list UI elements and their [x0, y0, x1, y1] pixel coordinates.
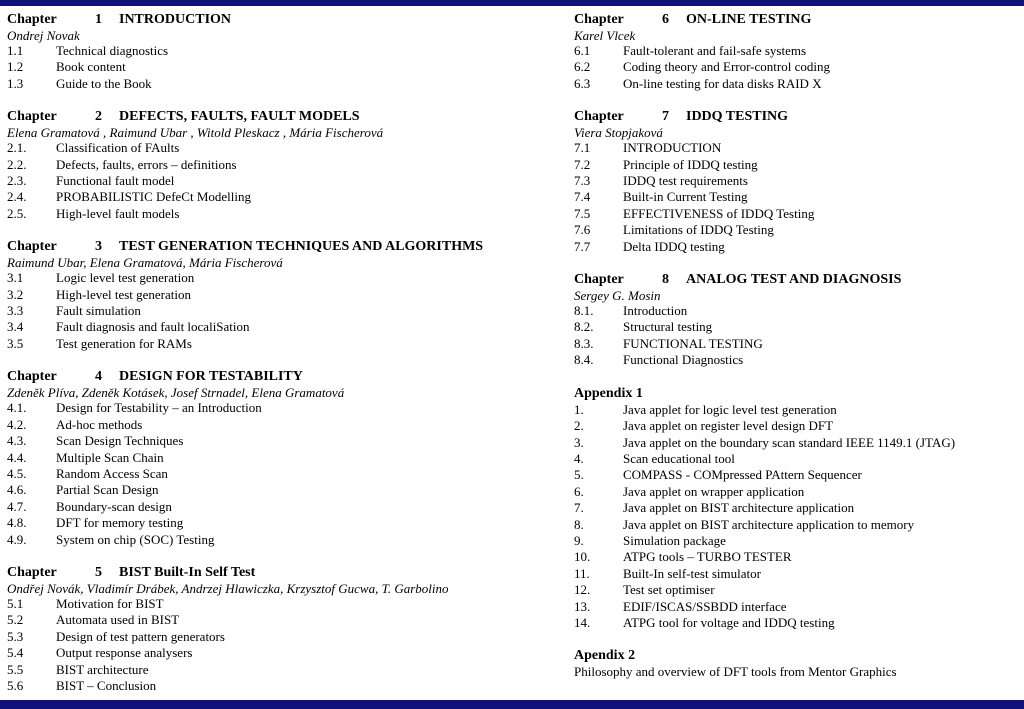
appendix-entry: [574, 467, 1019, 483]
section-number: 6.1: [574, 43, 591, 58]
chapter-title: DESIGN FOR TESTABILITY: [119, 369, 303, 385]
section-title: Classification of FAults: [56, 140, 180, 156]
section-title: On-line testing for data disks RAID X: [623, 75, 822, 91]
section-title: FUNCTIONAL TESTING: [623, 335, 763, 351]
chapter-block: [7, 109, 567, 222]
chapter-title: DEFECTS, FAULTS, FAULT MODELS: [119, 109, 360, 125]
chapter-authors: Ondřej Novák, Vladimír Drábek, Andrzej Hlawiczka, Krzysztof Gucwa, T. Garbolino: [7, 580, 449, 596]
section-title: Design for Testability – an Introduction: [56, 400, 262, 416]
chapter-authors: Viera Stopjaková: [574, 125, 663, 141]
chapter-heading: [7, 239, 567, 255]
chapter-keyword: Chapter: [7, 239, 57, 255]
section-entry: [7, 678, 567, 694]
contents-page: [0, 6, 1024, 700]
section-title: Built-in Current Testing: [623, 189, 748, 205]
section-entry: [7, 515, 567, 531]
section-title: Boundary-scan design: [56, 498, 172, 514]
section-entry: [7, 270, 567, 286]
section-number: 1.2: [7, 59, 24, 75]
appendix-title: COMPASS - COMpressed PAttern Sequencer: [623, 467, 862, 483]
appendix-title: Java applet on wrapper application: [623, 483, 805, 499]
appendix-title: Scan educational tool: [623, 450, 735, 466]
chapter-number: 4: [95, 369, 102, 385]
appendix-title: Test set optimiser: [623, 582, 715, 598]
section-number: 5.6: [7, 677, 24, 693]
section-number: 4.9.: [7, 531, 27, 547]
chapter-authors: Raimund Ubar, Elena Gramatová, Mária Fischerová: [7, 255, 283, 271]
chapter-number: 3: [95, 239, 102, 255]
section-number: 7.5: [574, 205, 591, 221]
section-entry: [7, 287, 567, 303]
section-number: 2.3.: [7, 173, 27, 189]
section-title: Guide to the Book: [56, 75, 152, 91]
section-number: 2.5.: [7, 205, 27, 221]
section-number: 6.3: [574, 75, 591, 91]
section-number: 6.2: [574, 59, 591, 75]
section-entry: [574, 239, 1019, 255]
section-title: Motivation for BIST: [56, 595, 164, 611]
chapter-keyword: Chapter: [7, 109, 57, 125]
appendix-title: Java applet on BIST architecture application: [623, 500, 855, 516]
section-number: 4.6.: [7, 482, 27, 498]
section-entry: [7, 645, 567, 661]
section-number: 4.8.: [7, 515, 27, 531]
section-entry: [574, 76, 1019, 92]
section-entry: [7, 173, 567, 189]
section-entry: [7, 59, 567, 75]
section-number: 3.4: [7, 319, 24, 335]
section-title: Structural testing: [623, 319, 713, 335]
section-title: Book content: [56, 59, 126, 75]
appendix-2-title: Apendix 2: [574, 648, 636, 664]
chapter-number: 7: [662, 109, 669, 125]
section-number: 2.4.: [7, 189, 27, 205]
chapter-heading: [574, 272, 1019, 288]
section-title: Random Access Scan: [56, 465, 168, 481]
section-title: PROBABILISTIC DefeCt Modelling: [56, 189, 251, 205]
chapter-block: [7, 369, 567, 548]
section-title: IDDQ test requirements: [623, 173, 748, 189]
appendix-title: Java applet on BIST architecture application to memory: [623, 516, 915, 532]
section-entry: [574, 206, 1019, 222]
appendix-entry: [574, 435, 1019, 451]
appendix-number: 6.: [574, 483, 584, 499]
section-entry: [7, 629, 567, 645]
chapter-block: [574, 272, 1019, 369]
section-number: 7.1: [574, 140, 591, 156]
appendix-title: Built-In self-test simulator: [623, 565, 761, 581]
section-title: Fault diagnosis and fault localiSation: [56, 319, 250, 335]
section-entry: [7, 482, 567, 498]
chapter-authors: Zdeněk Plíva, Zdeněk Kotásek, Josef Strnadel, Elena Gramatová: [7, 385, 345, 401]
appendix-entry: [574, 451, 1019, 467]
section-title: High-level test generation: [56, 286, 192, 302]
section-number: 8.2.: [574, 319, 594, 335]
appendix-entry: [574, 484, 1019, 500]
section-title: Defects, faults, errors – definitions: [56, 156, 237, 172]
section-title: Coding theory and Error-control coding: [623, 59, 830, 75]
appendix-number: 7.: [574, 500, 584, 516]
section-entry: [574, 336, 1019, 352]
section-entry: [7, 417, 567, 433]
section-number: 5.4: [7, 645, 24, 661]
chapter-title: BIST Built-In Self Test: [119, 564, 256, 580]
section-number: 7.7: [574, 238, 591, 254]
section-title: Fault simulation: [56, 303, 141, 319]
section-number: 7.4: [574, 189, 591, 205]
section-number: 7.3: [574, 173, 591, 189]
section-entry: [7, 319, 567, 335]
section-number: 2.1.: [7, 140, 27, 156]
section-title: High-level fault models: [56, 205, 180, 221]
appendix-title: EDIF/ISCAS/SSBDD interface: [623, 598, 787, 614]
right-column: [574, 12, 1019, 680]
section-entry: [7, 303, 567, 319]
section-entry: [7, 157, 567, 173]
section-number: 5.1: [7, 595, 24, 611]
chapter-title: ANALOG TEST AND DIAGNOSIS: [686, 272, 902, 288]
section-entry: [574, 59, 1019, 75]
section-title: Multiple Scan Chain: [56, 449, 164, 465]
section-entry: [574, 173, 1019, 189]
appendix-number: 9.: [574, 532, 584, 548]
section-entry: [574, 319, 1019, 335]
section-title: Introduction: [623, 303, 688, 319]
section-number: 2.2.: [7, 156, 27, 172]
appendix-number: 8.: [574, 516, 584, 532]
section-entry: [574, 157, 1019, 173]
section-title: Delta IDDQ testing: [623, 238, 725, 254]
section-title: Logic level test generation: [56, 270, 195, 286]
chapter-keyword: Chapter: [574, 12, 624, 27]
section-number: 1.3: [7, 75, 24, 91]
appendix-number: 5.: [574, 467, 584, 483]
appendix-number: 1.: [574, 401, 584, 417]
appendix-title: ATPG tools – TURBO TESTER: [623, 549, 792, 565]
section-title: BIST architecture: [56, 661, 149, 677]
section-title: Automata used in BIST: [56, 612, 180, 628]
chapter-title: TEST GENERATION TECHNIQUES AND ALGORITHMS: [119, 239, 484, 255]
section-title: Ad-hoc methods: [56, 416, 143, 432]
chapter-heading: [574, 12, 1019, 28]
section-title: Scan Design Techniques: [56, 433, 184, 449]
section-entry: [7, 400, 567, 416]
section-number: 3.1: [7, 270, 24, 286]
section-number: 8.3.: [574, 335, 594, 351]
appendix-entry: [574, 500, 1019, 516]
appendix-entry: [574, 549, 1019, 565]
appendix-number: 14.: [574, 614, 591, 630]
appendix-entry: [574, 418, 1019, 434]
appendix-number: 11.: [574, 565, 590, 581]
section-title: Fault-tolerant and fail-safe systems: [623, 43, 807, 58]
footer-strip: [0, 700, 1024, 709]
section-number: 4.7.: [7, 498, 27, 514]
section-title: System on chip (SOC) Testing: [56, 531, 215, 547]
appendix-number: 12.: [574, 582, 591, 598]
chapter-heading: [7, 565, 567, 581]
section-number: 4.4.: [7, 449, 27, 465]
section-title: Limitations of IDDQ Testing: [623, 222, 774, 238]
appendix-number: 13.: [574, 598, 591, 614]
section-number: 1.1: [7, 43, 24, 58]
chapter-block: [7, 239, 567, 352]
section-number: 8.1.: [574, 303, 594, 319]
section-entry: [7, 532, 567, 548]
section-entry: [574, 222, 1019, 238]
appendix-2: [574, 648, 1019, 680]
section-entry: [7, 206, 567, 222]
appendix-entry: [574, 402, 1019, 418]
chapter-block: [7, 12, 567, 92]
section-entry: [7, 499, 567, 515]
section-entry: [7, 140, 567, 156]
section-title: Functional Diagnostics: [623, 352, 744, 368]
appendix-entry: [574, 533, 1019, 549]
section-number: 5.5: [7, 661, 24, 677]
section-title: Functional fault model: [56, 173, 175, 189]
appendix-number: 3.: [574, 434, 584, 450]
chapter-keyword: Chapter: [7, 369, 57, 385]
chapter-heading: [7, 12, 567, 28]
appendix-1: [574, 386, 1019, 632]
chapter-authors: Sergey G. Mosin: [574, 288, 661, 304]
appendix-title: Java applet for logic level test generation: [623, 401, 837, 417]
chapter-keyword: Chapter: [574, 272, 624, 288]
section-number: 4.2.: [7, 416, 27, 432]
appendix-entry: [574, 517, 1019, 533]
chapter-block: [574, 109, 1019, 255]
section-entry: [574, 352, 1019, 368]
chapter-block: [7, 565, 567, 694]
section-number: 3.2: [7, 286, 24, 302]
section-number: 4.1.: [7, 400, 27, 416]
section-entry: [7, 612, 567, 628]
section-entry: [7, 189, 567, 205]
chapter-block: [574, 12, 1019, 92]
appendix-title: Java applet on register level design DFT: [623, 418, 834, 434]
section-number: 7.6: [574, 222, 591, 238]
section-title: Technical diagnostics: [56, 43, 169, 58]
section-entry: [7, 596, 567, 612]
section-entry: [574, 303, 1019, 319]
section-title: Output response analysers: [56, 645, 193, 661]
section-number: 4.3.: [7, 433, 27, 449]
section-number: 3.5: [7, 335, 24, 351]
section-number: 7.2: [574, 156, 591, 172]
section-entry: [574, 189, 1019, 205]
chapter-title: ON-LINE TESTING: [686, 12, 812, 27]
section-title: BIST – Conclusion: [56, 677, 157, 693]
section-title: Principle of IDDQ testing: [623, 156, 758, 172]
section-entry: [7, 43, 567, 59]
section-number: 5.3: [7, 628, 24, 644]
chapter-keyword: Chapter: [574, 109, 624, 125]
chapter-keyword: Chapter: [7, 564, 57, 580]
section-title: EFFECTIVENESS of IDDQ Testing: [623, 205, 815, 221]
section-number: 3.3: [7, 303, 24, 319]
chapter-number: 6: [662, 12, 669, 27]
chapter-number: 8: [662, 272, 669, 288]
appendix-title: Simulation package: [623, 532, 726, 548]
chapter-heading: [7, 369, 567, 385]
section-entry: [7, 76, 567, 92]
section-number: 4.5.: [7, 465, 27, 481]
appendix-number: 4.: [574, 450, 584, 466]
section-entry: [7, 450, 567, 466]
section-number: 5.2: [7, 612, 24, 628]
section-entry: [7, 662, 567, 678]
appendix-entry: [574, 599, 1019, 615]
appendix-number: 10.: [574, 549, 591, 565]
chapter-number: 5: [95, 564, 102, 580]
appendix-2-text: Philosophy and overview of DFT tools from Mentor Graphics: [574, 664, 897, 680]
left-column: [7, 12, 567, 694]
section-entry: [7, 336, 567, 352]
appendix-number: 2.: [574, 418, 584, 434]
section-entry: [7, 466, 567, 482]
section-entry: [574, 43, 1019, 59]
chapter-heading: [7, 109, 567, 125]
section-title: Partial Scan Design: [56, 482, 159, 498]
chapter-title: IDDQ TESTING: [686, 109, 789, 125]
appendix-entry: [574, 566, 1019, 582]
appendix-entry: [574, 582, 1019, 598]
chapter-authors: Ondrej Novak: [7, 28, 80, 43]
appendix-title: ATPG tool for voltage and IDDQ testing: [623, 614, 835, 630]
appendix-1-title: Appendix 1: [574, 385, 643, 401]
chapter-authors: Karel Vlcek: [574, 28, 636, 43]
section-number: 8.4.: [574, 352, 594, 368]
chapter-authors: Elena Gramatová , Raimund Ubar , Witold Pleskacz , Mária Fischerová: [7, 125, 384, 141]
section-entry: [7, 433, 567, 449]
chapter-title: INTRODUCTION: [119, 12, 232, 27]
chapter-keyword: Chapter: [7, 12, 57, 27]
section-title: Design of test pattern generators: [56, 628, 225, 644]
chapter-number: 2: [95, 109, 102, 125]
chapter-number: 1: [95, 12, 102, 27]
chapter-heading: [574, 109, 1019, 125]
section-title: DFT for memory testing: [56, 515, 184, 531]
appendix-title: Java applet on the boundary scan standard IEEE 1149.1 (JTAG): [623, 434, 956, 450]
appendix-entry: [574, 615, 1019, 631]
section-entry: [574, 140, 1019, 156]
section-title: Test generation for RAMs: [56, 335, 192, 351]
section-title: INTRODUCTION: [623, 140, 722, 156]
